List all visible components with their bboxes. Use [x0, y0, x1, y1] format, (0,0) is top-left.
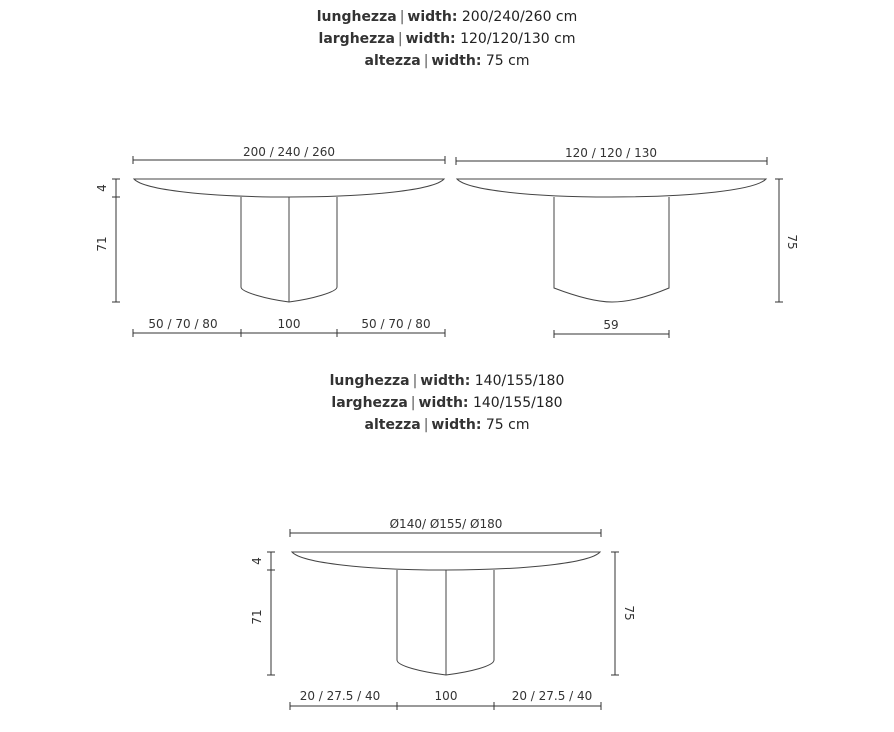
spec-value: 75 cm — [485, 417, 530, 433]
tabletop-profile — [457, 179, 766, 197]
label-italian: altezza — [364, 53, 421, 69]
dim-label-top-thickness: 4 — [250, 557, 264, 565]
label-italian: larghezza — [331, 395, 408, 411]
label-english: width: — [405, 31, 456, 47]
dim-label-overhang-right: 50 / 70 / 80 — [361, 317, 431, 331]
dim-label-total-height: 75 — [622, 605, 636, 621]
dim-label-leg-height: 71 — [95, 236, 109, 252]
table-base — [554, 197, 669, 302]
rect-front-view — [95, 145, 445, 337]
dim-label-base-width: 100 — [277, 317, 301, 331]
spec-value: 120/120/130 cm — [460, 31, 576, 47]
tabletop-profile — [134, 179, 444, 197]
separator: | — [397, 31, 403, 47]
separator: | — [423, 53, 429, 69]
separator: | — [412, 373, 418, 389]
dim-label-top-thickness: 4 — [95, 184, 109, 192]
dim-label-base-width: 100 — [434, 689, 458, 703]
tabletop-profile — [292, 552, 600, 570]
label-english: width: — [431, 53, 482, 69]
separator: | — [399, 9, 405, 25]
label-italian: lunghezza — [329, 373, 410, 389]
spec-value: 75 cm — [485, 53, 530, 69]
dim-label-overhang-left: 50 / 70 / 80 — [148, 317, 218, 331]
label-english: width: — [431, 417, 482, 433]
spec-value: 140/155/180 — [472, 395, 563, 411]
label-english: width: — [407, 9, 458, 25]
separator: | — [410, 395, 416, 411]
rect-side-view — [456, 146, 799, 338]
dim-label-overhang-right: 20 / 27.5 / 40 — [511, 689, 593, 703]
dim-label-top-width: 200 / 240 / 260 — [242, 145, 336, 159]
label-italian: altezza — [364, 417, 421, 433]
separator: | — [423, 417, 429, 433]
dim-label-total-height: 75 — [785, 234, 799, 250]
label-english: width: — [418, 395, 469, 411]
round-front-view — [250, 517, 636, 710]
dim-label-diameter: Ø140/ Ø155/ Ø180 — [389, 517, 503, 531]
dim-label-overhang-left: 20 / 27.5 / 40 — [299, 689, 381, 703]
spec-value: 200/240/260 cm — [461, 9, 578, 25]
label-italian: larghezza — [318, 31, 395, 47]
label-italian: lunghezza — [316, 9, 397, 25]
spec-value: 140/155/180 — [474, 373, 565, 389]
dim-label-leg-height: 71 — [250, 609, 264, 625]
dim-label-base-depth: 59 — [603, 318, 619, 332]
label-english: width: — [420, 373, 471, 389]
dim-label-top-width: 120 / 120 / 130 — [564, 146, 658, 160]
